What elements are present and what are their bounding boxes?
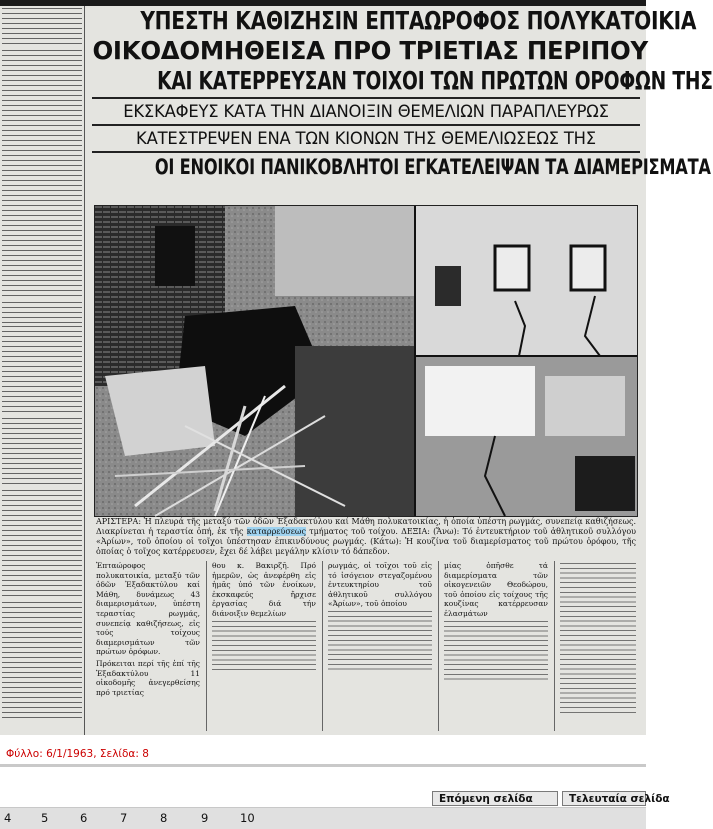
page-link-5[interactable]: 5 xyxy=(41,811,49,825)
column-divider xyxy=(206,561,207,731)
photo-caption xyxy=(96,517,636,557)
article-text-lines xyxy=(212,621,316,671)
headline-line-4: ΟΙ ΕΝΟΙΚΟΙ ΠΑΝΙΚΟΒΛΗΤΟΙ ΕΓΚΑΤΕΛΕΙΨΑΝ ΤΑ ΔΙΑΜΕΡΙΣΜΑΤΑ xyxy=(154,155,711,180)
page-link-10[interactable]: 10 xyxy=(240,811,255,825)
left-column-text xyxy=(2,490,82,600)
footer-separator xyxy=(0,764,646,767)
left-column-text xyxy=(2,50,82,300)
divider xyxy=(92,97,640,99)
left-news-column xyxy=(0,6,85,735)
next-page-button[interactable]: Επόμενη σελίδα xyxy=(432,791,558,806)
main-article xyxy=(86,6,713,735)
subheadline-2: ΚΑΤΕΣΤΡΕΨΕΝ ΕΝΑ ΤΩΝ ΚΙΟΝΩΝ ΤΗΣ ΘΕΜΕΛΙΩΣΕΩΣ ΤΗΣ xyxy=(136,129,596,148)
article-column-2 xyxy=(212,561,316,731)
article-column-3 xyxy=(328,561,432,731)
article-column-4 xyxy=(444,561,548,731)
page-link-9[interactable]: 9 xyxy=(201,811,209,825)
page-link-6[interactable]: 6 xyxy=(80,811,88,825)
article-body xyxy=(96,561,636,731)
subheadline-1: ΕΚΣΚΑΦΕΥΣ ΚΑΤΑ ΤΗΝ ΔΙΑΝΟΙΞΙΝ ΘΕΜΕΛΙΩΝ ΠΑΡΑΠΛΕΥΡΩΣ xyxy=(123,102,609,121)
article-text-lines xyxy=(444,621,548,681)
left-column-text xyxy=(2,326,82,416)
news-photo-graphic xyxy=(95,206,637,516)
article-paragraph: θου κ. Βακιρζῆ. Πρό ἡμερῶν, ὡς ἀνεφέρθη εἰς ἡμᾶς ὑπό τῶν ἐνοίκων, ἐκσκαφεύς ἤρχισε ἐργασίας διά τήν διάνοιξιν θεμελίων xyxy=(212,561,316,618)
left-column-text xyxy=(2,8,82,48)
headline-line-1: ΥΠΕΣΤΗ ΚΑΘΙΖΗΣΙΝ ΕΠΤΑΩΡΟΦΟΣ ΠΟΛΥΚΑΤΟΙΚΙΑ xyxy=(140,6,697,35)
page-number-bar xyxy=(0,807,646,829)
article-column-1 xyxy=(96,561,200,731)
headline-line-3: ΚΑΙ ΚΑΤΕΡΡΕΥΣΑΝ ΤΟΙΧΟΙ ΤΩΝ ΠΡΩΤΩΝ ΟΡΟΦΩΝ ΤΗΣ xyxy=(157,66,713,95)
news-photo xyxy=(94,205,638,517)
left-column-text xyxy=(2,418,82,488)
page-link-4[interactable]: 4 xyxy=(4,811,12,825)
page-link-7[interactable]: 7 xyxy=(120,811,128,825)
column-divider xyxy=(438,561,439,731)
article-paragraph: μίας ὀπῆσθε τά διαμερίσματα τῶν οἰκογενειῶν Θεοδώρου, τοῦ ὁποίου εἰς τοίχους τῆς κουζίνας κατέρρευσαν ἐλασμάτων xyxy=(444,561,548,618)
caption-text: τμήματος τοῦ τοίχου. ΔΕΞΙΑ: (Ἄνω): Τό ἐντευκτήριον τοῦ ἀθλητικοῦ συλλόγου «Ἀρίων», τοῦ ὁποίου οἱ τοῖχοι ὑπέστησαν ἐπικινδύνους ρωγμάς. (Κάτω): Ἡ κουζίνα τοῦ διαμερίσματος τοῦ πρώτου ὀρόφου, τῆς ὁποίας ὁ τοῖχος κατέρρευσεν, ἔχει δέ λάβει μεγάλην κλίσιν τό δάπεδον. xyxy=(96,527,637,556)
left-column-text xyxy=(2,602,82,722)
article-text-lines xyxy=(328,611,432,671)
caption-text: ΑΡΙΣΤΕΡΑ: Ἡ πλευρά τῆς μεταξύ τῶν ὁδῶν Ἐξαδακτύλου καί Μάθη πολυκατοικίας, ἡ ὁποία ὑπέστη ρωγμάς, συνεπείᾳ καθιζήσεως. Διακρίνεται ἡ τεραστία ὀπή, ἐκ τῆς xyxy=(96,517,636,536)
left-column-text xyxy=(2,302,82,324)
article-text-lines xyxy=(560,563,636,713)
issue-page-info: Φύλλο: 6/1/1963, Σελίδα: 8 xyxy=(6,748,149,760)
article-column-5 xyxy=(560,561,636,731)
article-paragraph: Πρόκειται περί τῆς ἐπί τῆς Ἐξαδακτύλου 11 οἰκοδομῆς ἀνεγερθείσης πρό τριετίας xyxy=(96,658,200,697)
headline-line-2: ΟΙΚΟΔΟΜΗΘΕΙΣΑ ΠΡΟ ΤΡΙΕΤΙΑΣ ΠΕΡΙΠΟΥ xyxy=(92,36,648,65)
page-link-8[interactable]: 8 xyxy=(160,811,168,825)
divider xyxy=(92,124,640,126)
column-divider xyxy=(554,561,555,731)
article-paragraph: ρωγμάς, οἱ τοῖχοι τοῦ εἰς τό ἰσόγειον στεγαζομένου ἐντευκτηρίου τοῦ ἀθλητικοῦ συλλόγου «Ἀρίων», τοῦ ὁποίου xyxy=(328,561,432,609)
search-highlight: καταρρεύσεως xyxy=(246,527,306,536)
divider xyxy=(92,151,640,153)
column-divider xyxy=(322,561,323,731)
article-lead: Ἑπταώροφος πολυκατοικία, μεταξύ τῶν ὁδῶν Ἐξαδακτύλου καί Μάθη, δυνάμεως 43 διαμερισμάτων, ὑπέστη τεραστίας ρωγμάς, συνεπείᾳ καθιζήσεως, εἰς τούς τοίχους διαμερισμάτων τῶν πρώτων ὀρόφων. xyxy=(96,561,200,657)
last-page-button[interactable]: Τελευταία σελίδα xyxy=(562,791,646,806)
